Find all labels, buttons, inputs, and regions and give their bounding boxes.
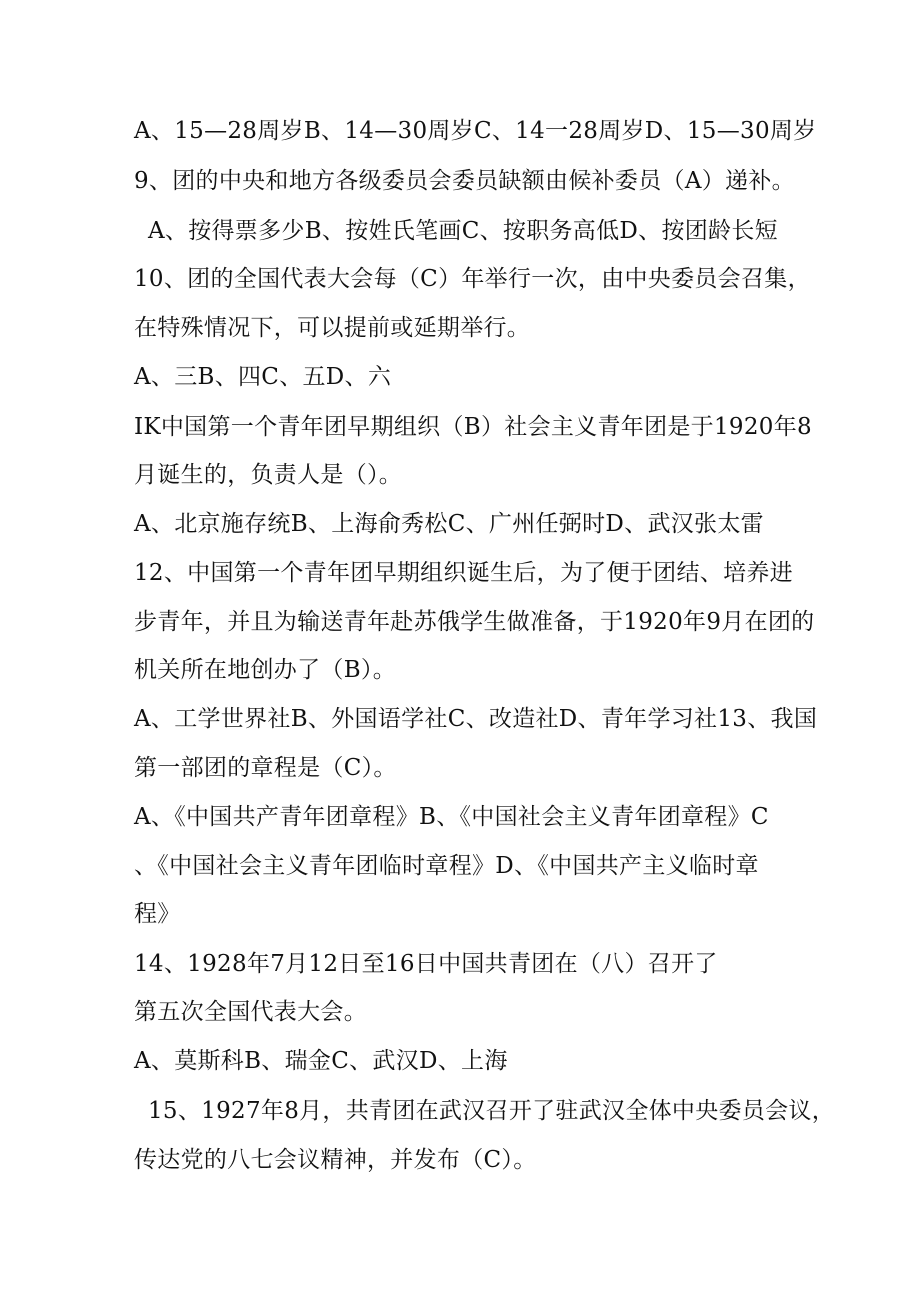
question-12-cont2: 机关所在地创办了（B）。 (134, 657, 397, 683)
question-10-cont: 在特殊情况下，可以提前或延期举行。 (134, 315, 531, 341)
question-15: 15、1927年8月，共青团在武汉召开了驻武汉全体中央委员会议， (148, 1098, 836, 1124)
question-12-cont: 步青年，并且为输送青年赴苏俄学生做准备，于1920年9月在团的 (134, 609, 815, 635)
question-11: IK中国第一个青年团早期组织（B）社会主义青年团是于1920年8 (134, 414, 812, 440)
answer-options-10: A、三B、四C、五D、六 (134, 364, 392, 390)
answer-options-11: A、北京施存统B、上海俞秀松C、广州任弼时D、武汉张太雷 (134, 511, 764, 537)
text-line: A、15—28周岁B、14—30周岁C、14一28周岁D、15—30周岁 (134, 118, 817, 144)
question-11-cont: 月诞生的，负责人是（）。 (134, 462, 403, 488)
question-12: 12、中国第一个青年团早期组织诞生后，为了便于团结、培养进 (134, 560, 793, 586)
answer-options-13: A、《中国共产青年团章程》B、《中国社会主义青年团章程》C (134, 804, 769, 830)
answer-options-12: A、工学世界社B、外国语学社C、改造社D、青年学习社13、我国 (134, 706, 818, 732)
answer-options-13-cont2: 程》 (134, 901, 181, 927)
question-14-cont: 第五次全国代表大会。 (134, 999, 367, 1025)
question-15-cont: 传达党的八七会议精神，并发布（C）。 (134, 1147, 537, 1173)
question-14: 14、1928年7月12日至16日中国共青团在（八）召开了 (134, 951, 718, 977)
answer-options-14: A、莫斯科B、瑞金C、武汉D、上海 (134, 1048, 508, 1074)
question-9: 9、团的中央和地方各级委员会委员缺额由候补委员（A）递补。 (134, 168, 795, 194)
question-13-cont: 第一部团的章程是（C）。 (134, 755, 397, 781)
answer-options-13-cont: 、《中国社会主义青年团临时章程》D、《中国共产主义临时章 (134, 853, 759, 879)
answer-options-9: A、按得票多少B、按姓氏笔画C、按职务高低D、按团龄长短 (148, 218, 778, 244)
question-10: 10、团的全国代表大会每（C）年举行一次，由中央委员会召集， (134, 266, 811, 292)
